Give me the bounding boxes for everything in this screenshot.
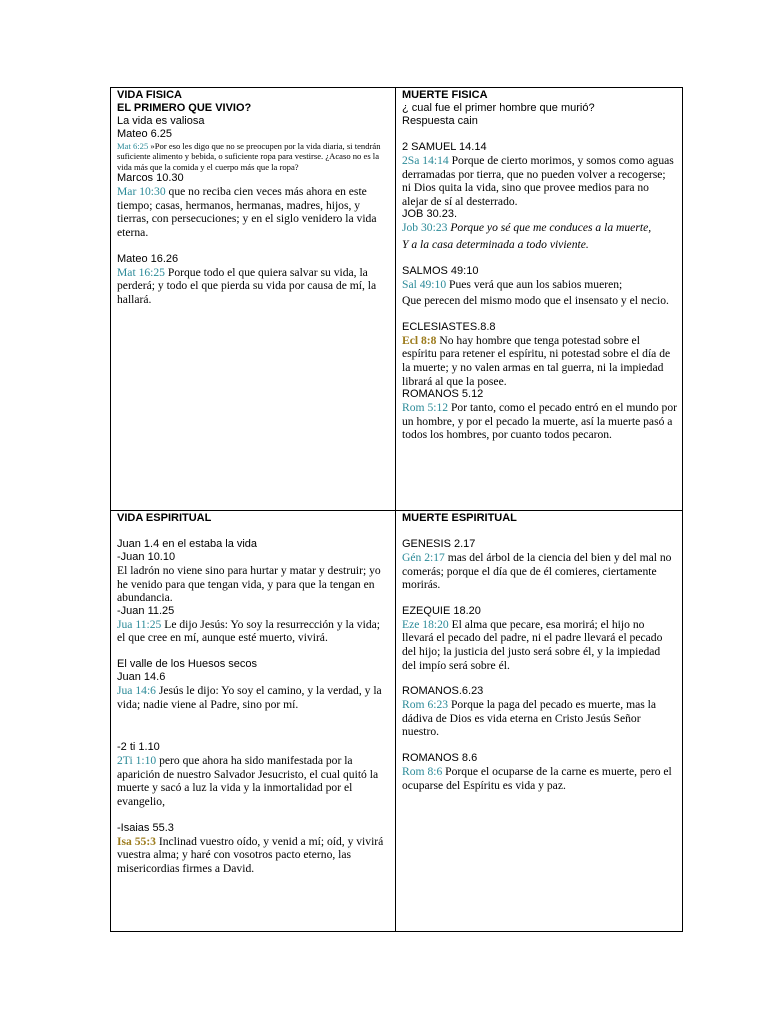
table-row (111, 88, 683, 511)
verse-text-extra: Y a la casa determinada a todo viviente. (402, 237, 589, 251)
verse-title: -2 ti 1.10 (117, 741, 160, 754)
verse-ref: Jua 14:6 (117, 683, 156, 697)
cell-heading: MUERTE FISICA (402, 89, 488, 101)
verse-ref: Rom 5:12 (402, 401, 449, 415)
verse-title: -Isaias 55.3 (117, 821, 174, 834)
verse-text: Mat 16:25 Porque todo el que quiera salvar su vida, la perderá; y todo el que pierda su vida por causa de mí, la hallará. (117, 265, 377, 306)
cell-vida-espiritual (111, 511, 396, 932)
verse-title: Mateo 16.26 (117, 252, 179, 265)
verse-text: Rom 8:6 Porque el ocuparse de la carne es muerte, pero el ocuparse del Espíritu es vida y paz. (402, 764, 672, 792)
verse-ref: Isa 55:3 (117, 834, 156, 848)
verse-title: Marcos 10.30 (117, 172, 184, 185)
verse-title: ECLESIASTES.8.8 (402, 320, 496, 333)
verse-text: Rom 6:23 Porque la paga del pecado es muerte, mas la dádiva de Dios es vida eterna en Cristo Jesús Señor nuestro. (402, 698, 657, 739)
verse-ref: Gén 2:17 (402, 551, 445, 564)
verse-text: Mat 6:25 »Por eso les digo que no se preocupen por la vida diaria, si tendrán suficiente alimento y bebida, o suficiente ropa para vestirse. ¿Acaso no es la vida más que la comida y el cuerpo más que la ropa? (117, 141, 381, 172)
cell-muerte-fisica (396, 88, 683, 511)
verse-ref: Ecl 8:8 (402, 333, 437, 347)
verse-ref: Rom 6:23 (402, 698, 449, 712)
verse-title: JOB 30.23. (402, 208, 458, 221)
verse-ref: 2Sa 14:14 (402, 154, 449, 167)
verse-text: Isa 55:3 Inclinad vuestro oído, y venid a mí; oíd, y vivirá vuestra alma; y haré con vosotros pacto eterno, las misericordias firmes a David. (117, 834, 384, 875)
verse-title: EZEQUIE 18.20 (402, 604, 481, 617)
verse-title: SALMOS 49:10 (402, 264, 479, 277)
verse-title: Juan 14.6 (117, 670, 166, 683)
verse-ref: Mar 10:30 (117, 185, 166, 199)
intro-text: La vida es valiosa (117, 115, 205, 127)
verse-text: Ecl 8:8 No hay hombre que tenga potestad sobre el espíritu para retener el espíritu, ni potestad sobre el día de la muerte; y no valen armas en tal guerra, ni la impiedad librará al que la posee. (402, 333, 671, 388)
verse-ref: Rom 8:6 (402, 764, 443, 778)
cell-vida-fisica (111, 88, 396, 511)
verse-text-extra: Que perecen del mismo modo que el insensato y el necio. (402, 294, 669, 308)
cell-muerte-espiritual (396, 511, 683, 932)
question-text: ¿ cual fue el primer hombre que murió? (402, 102, 595, 114)
intro-text: Juan 1.4 en el estaba la vida (117, 538, 258, 550)
verse-title: ROMANOS.6.23 (402, 685, 484, 698)
verse-text: Jua 14:6 Jesús le dijo: Yo soy el camino, y la verdad, y la vida; nadie viene al Padre, sino por mí. (117, 683, 382, 711)
verse-text: 2Sa 14:14 Porque de cierto morimos, y somos como aguas derramadas por tierra, que no pueden volver a recogerse; ni Dios quita la vida, sino que provee medios para no alejar de sí al desterrado. (402, 154, 674, 208)
verse-ref: 2Ti 1:10 (117, 754, 157, 768)
verse-text: 2Ti 1:10 pero que ahora ha sido manifestada por la aparición de nuestro Salvador Jesucristo, el cual quitó la muerte y sacó a luz la vida y la inmortalidad por el evangelio, (117, 754, 379, 808)
table-row (111, 511, 683, 932)
verse-text: Gén 2:17 mas del árbol de la ciencia del bien y del mal no comerás; porque el día que de él comieres, ciertamente morirás. (402, 551, 672, 592)
verse-title: ROMANOS 5.12 (402, 388, 484, 401)
verse-text: El ladrón no viene sino para hurtar y matar y destruir; yo he venido para que tengan vida, y para que la tengan en abundancia. (117, 564, 381, 605)
answer-text: Respuesta cain (402, 115, 478, 127)
comparison-table (110, 87, 683, 932)
verse-title: -Juan 10.10 (117, 551, 176, 563)
verse-ref: Mat 6:25 (117, 141, 149, 151)
verse-ref: Job 30:23 (402, 221, 448, 235)
verse-title: 2 SAMUEL 14.14 (402, 141, 487, 153)
cell-heading: MUERTE ESPIRITUAL (402, 512, 517, 524)
cell-subheading: EL PRIMERO QUE VIVIO? (117, 102, 252, 114)
verse-text: Sal 49:10 Pues verá que aun los sabios mueren; (402, 277, 623, 291)
section-text: El valle de los Huesos secos (117, 657, 258, 670)
verse-ref: Mat 16:25 (117, 265, 165, 279)
verse-title: Mateo 6.25 (117, 128, 173, 140)
verse-text: Rom 5:12 Por tanto, como el pecado entró en el mundo por un hombre, y por el pecado la muerte, así la muerte pasó a todos los hombres, por cuanto todos pecaron. (402, 401, 677, 442)
verse-text: Job 30:23 Porque yo sé que me conduces a la muerte, (402, 221, 652, 235)
verse-text: Jua 11:25 Le dijo Jesús: Yo soy la resurrección y la vida; el que cree en mí, aunque esté muerto, vivirá. (117, 617, 380, 645)
verse-title: -Juan 11.25 (117, 604, 175, 617)
verse-ref: Jua 11:25 (117, 617, 162, 631)
verse-ref: Eze 18:20 (402, 617, 449, 631)
verse-text: Eze 18:20 El alma que pecare, esa morirá; el hijo no llevará el pecado del padre, ni el padre llevará el pecado del hijo; la justicia del justo será sobre él, y la impiedad del impío será sobre él. (402, 617, 663, 672)
verse-title: ROMANOS 8.6 (402, 751, 478, 764)
cell-heading: VIDA ESPIRITUAL (117, 512, 212, 524)
verse-text: Mar 10:30 que no reciba cien veces más ahora en este tiempo; casas, hermanos, hermanas, madres, hijos, y tierras, con persecuciones; y en el siglo venidero la vida eterna. (117, 185, 377, 239)
cell-heading: VIDA FISICA (117, 89, 182, 101)
verse-ref: Sal 49:10 (402, 277, 447, 291)
verse-title: GENESIS 2.17 (402, 538, 476, 550)
